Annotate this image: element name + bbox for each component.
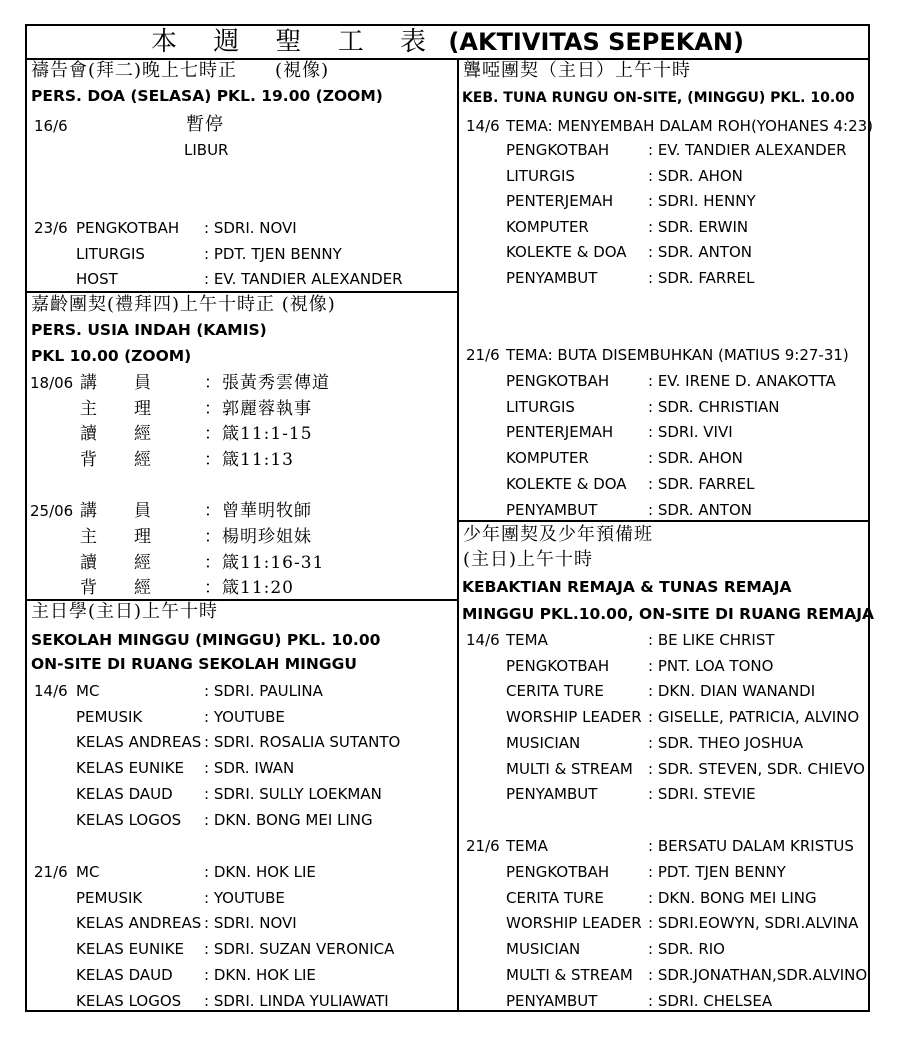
sekolah-row-value: : SDRI. ROSALIA SUTANTO (204, 733, 401, 752)
sekolah-row-value: : YOUTUBE (204, 707, 285, 726)
remaja-row-value: : BERSATU DALAM KRISTUS (648, 837, 854, 855)
usia-heading-1: PERS. USIA INDAH (KAMIS) (31, 321, 267, 339)
doa-row-value: : PDT. TJEN BENNY (204, 244, 342, 263)
tuna-row-value: : SDR. ANTON (648, 243, 752, 261)
usia-date: 18/06 (30, 374, 74, 392)
tuna-row-role: PENTERJEMAH (506, 192, 614, 210)
remaja-heading-cjk-2: (主日)上午十時 (463, 549, 594, 570)
tuna-row-role: PENGKOTBAH (506, 372, 610, 390)
tuna-tema: TEMA: BUTA DISEMBUHKAN (MATIUS 9:27-31) (506, 346, 849, 364)
tuna-row-role: KOMPUTER (506, 217, 589, 236)
remaja-row-role: PENYAMBUT (506, 785, 598, 804)
doa-date-2: 23/6 (34, 219, 68, 237)
usia-row-value: ：楊明珍姐妹 (204, 526, 312, 547)
tuna-row-value: : SDR. ERWIN (648, 217, 749, 236)
divider-left-1 (27, 291, 457, 293)
usia-row-role: 讀 經 (80, 424, 152, 444)
usia-row-role: 主 理 (80, 526, 152, 547)
usia-date: 25/06 (30, 502, 74, 520)
sekolah-row-value: : SDRI. PAULINA (204, 682, 323, 700)
usia-row-value: ：箴11:13 (204, 449, 294, 470)
doa-heading-cjk: 禱告會(拜二)晚上七時正 (視像) (31, 60, 330, 81)
doa-row-role: HOST (76, 270, 118, 288)
tuna-row-role: KOMPUTER (506, 449, 589, 468)
remaja-row-value: : SDR. STEVEN, SDR. CHIEVO (648, 759, 865, 778)
title-latin: (AKTIVITAS SEPEKAN) (448, 28, 744, 56)
sekolah-row-value: : SDRI. LINDA YULIAWATI (204, 991, 389, 1010)
tuna-row-value: : SDRI. HENNY (648, 192, 756, 210)
remaja-date: 14/6 (466, 631, 500, 649)
remaja-row-value: : PDT. TJEN BENNY (648, 862, 786, 881)
remaja-row-role: MULTI & STREAM (506, 759, 633, 778)
tuna-row-value: : SDR. FARREL (648, 474, 755, 493)
usia-row-role: 主 理 (80, 398, 152, 419)
usia-row-value: ：箴11:16-31 (204, 552, 325, 573)
tuna-row-value: : SDR. AHON (648, 166, 743, 185)
tuna-row-role: KOLEKTE & DOA (506, 474, 627, 493)
divider-right-1 (459, 520, 868, 522)
sekolah-row-value: : DKN. HOK LIE (204, 965, 316, 984)
usia-row-role: 背 經 (80, 449, 152, 470)
usia-row-value: ：郭麗蓉執事 (204, 398, 312, 419)
tuna-heading: KEB. TUNA RUNGU ON-SITE, (MINGGU) PKL. 10.00 (462, 90, 855, 106)
doa-date-1: 16/6 (34, 117, 68, 135)
remaja-date: 21/6 (466, 837, 500, 855)
tuna-heading-cjk: 聾啞團契（主日）上午十時 (463, 60, 691, 81)
sekolah-row-value: : SDRI. NOVI (204, 914, 297, 933)
sekolah-row-role: KELAS DAUD (76, 784, 173, 803)
tuna-row-value: : EV. TANDIER ALEXANDER (648, 141, 847, 159)
tuna-tema: TEMA: MENYEMBAH DALAM ROH(YOHANES 4:23) (506, 117, 874, 135)
sekolah-row-value: : YOUTUBE (204, 888, 285, 907)
sekolah-row-value: : SDRI. SULLY LOEKMAN (204, 784, 382, 803)
remaja-row-value: : SDR. RIO (648, 940, 725, 959)
sekolah-row-role: MC (76, 863, 100, 881)
sekolah-row-value: : SDR. IWAN (204, 759, 295, 778)
remaja-row-role: MULTI & STREAM (506, 966, 633, 984)
remaja-row-value: : SDRI. STEVIE (648, 785, 756, 804)
doa-row-value: : SDRI. NOVI (204, 219, 297, 237)
remaja-row-role: MUSICIAN (506, 940, 581, 959)
sekolah-row-role: KELAS EUNIKE (76, 759, 184, 778)
remaja-row-value: : SDRI. CHELSEA (648, 991, 773, 1010)
remaja-row-role: TEMA (506, 837, 548, 855)
doa-row-role: LITURGIS (76, 244, 145, 263)
usia-row-role: 讀 經 (80, 552, 152, 573)
sekolah-row-role: KELAS ANDREAS (76, 733, 202, 752)
usia-row-value: ：曾華明牧師 (204, 501, 312, 521)
tuna-row-role: PENTERJEMAH (506, 423, 614, 442)
remaja-row-value: : DKN. DIAN WANANDI (648, 682, 816, 701)
tuna-date: 21/6 (466, 346, 500, 364)
remaja-row-role: TEMA (506, 631, 548, 649)
sekolah-heading-2: ON-SITE DI RUANG SEKOLAH MINGGU (31, 655, 357, 673)
tuna-row-role: LITURGIS (506, 397, 575, 416)
doa-row-value: : EV. TANDIER ALEXANDER (204, 270, 403, 288)
sekolah-row-role: PEMUSIK (76, 707, 143, 726)
tuna-row-role: KOLEKTE & DOA (506, 243, 627, 261)
sekolah-row-role: KELAS EUNIKE (76, 940, 184, 959)
remaja-row-value: : GISELLE, PATRICIA, ALVINO (648, 708, 860, 727)
sekolah-row-value: : SDRI. SUZAN VERONICA (204, 940, 395, 959)
remaja-row-value: : SDRI.EOWYN, SDRI.ALVINA (648, 914, 859, 933)
usia-row-value: ：箴11:20 (204, 578, 294, 599)
usia-heading-2: PKL 10.00 (ZOOM) (31, 347, 192, 365)
tuna-row-role: PENGKOTBAH (506, 141, 610, 159)
remaja-heading-2: MINGGU PKL.10.00, ON-SITE DI RUANG REMAJA (462, 605, 874, 623)
tuna-row-role: LITURGIS (506, 166, 575, 185)
tuna-row-value: : EV. IRENE D. ANAKOTTA (648, 372, 836, 390)
tuna-row-role: PENYAMBUT (506, 500, 598, 519)
remaja-row-value: : BE LIKE CHRIST (648, 631, 775, 649)
usia-row-role: 講 員 (80, 501, 152, 521)
tuna-row-value: : SDRI. VIVI (648, 423, 733, 442)
remaja-row-role: WORSHIP LEADER (506, 914, 642, 933)
usia-heading-cjk: 嘉齡團契(禮拜四)上午十時正 (視像) (31, 294, 336, 315)
usia-row-role: 講 員 (80, 373, 152, 393)
remaja-row-role: PENGKOTBAH (506, 656, 610, 675)
page-title (27, 26, 868, 58)
remaja-row-role: MUSICIAN (506, 733, 581, 752)
sekolah-row-role: KELAS LOGOS (76, 991, 182, 1010)
doa-suspend: LIBUR (184, 141, 229, 159)
doa-suspend-cjk: 暫停 (186, 114, 224, 135)
remaja-heading-1: KEBAKTIAN REMAJA & TUNAS REMAJA (462, 578, 792, 596)
tuna-row-value: : SDR. ANTON (648, 500, 752, 519)
remaja-heading-cjk-1: 少年團契及少年預備班 (463, 524, 653, 545)
tuna-date: 14/6 (466, 117, 500, 135)
remaja-row-value: : SDR.JONATHAN,SDR.ALVINO (648, 966, 868, 984)
sekolah-date: 21/6 (34, 863, 68, 881)
remaja-row-role: PENYAMBUT (506, 991, 598, 1010)
sekolah-heading-1: SEKOLAH MINGGU (MINGGU) PKL. 10.00 (31, 631, 381, 649)
tuna-row-value: : SDR. CHRISTIAN (648, 397, 780, 416)
remaja-row-value: : PNT. LOA TONO (648, 656, 774, 675)
usia-row-value: ：張黃秀雲傳道 (204, 373, 330, 393)
usia-row-value: ：箴11:1-15 (204, 424, 313, 444)
remaja-row-role: CERITA TURE (506, 888, 604, 907)
tuna-row-role: PENYAMBUT (506, 268, 598, 287)
divider-center (457, 59, 459, 1011)
sekolah-date: 14/6 (34, 682, 68, 700)
doa-row-role: PENGKOTBAH (76, 219, 180, 237)
title-cjk: 本 週 聖 工 表 (151, 27, 441, 57)
remaja-row-role: PENGKOTBAH (506, 862, 610, 881)
remaja-row-value: : DKN. BONG MEI LING (648, 888, 817, 907)
tuna-row-value: : SDR. AHON (648, 449, 743, 468)
sekolah-row-role: KELAS DAUD (76, 965, 173, 984)
sekolah-row-role: PEMUSIK (76, 888, 143, 907)
remaja-row-role: CERITA TURE (506, 682, 604, 701)
sekolah-row-role: MC (76, 682, 100, 700)
sekolah-heading-cjk: 主日學(主日)上午十時 (31, 601, 219, 622)
remaja-row-value: : SDR. THEO JOSHUA (648, 733, 804, 752)
sekolah-row-value: : DKN. BONG MEI LING (204, 810, 373, 829)
sekolah-row-role: KELAS LOGOS (76, 810, 182, 829)
doa-heading: PERS. DOA (SELASA) PKL. 19.00 (ZOOM) (31, 87, 383, 105)
sekolah-row-role: KELAS ANDREAS (76, 914, 202, 933)
sekolah-row-value: : DKN. HOK LIE (204, 863, 316, 881)
usia-row-role: 背 經 (80, 578, 152, 599)
tuna-row-value: : SDR. FARREL (648, 268, 755, 287)
remaja-row-role: WORSHIP LEADER (506, 708, 642, 727)
